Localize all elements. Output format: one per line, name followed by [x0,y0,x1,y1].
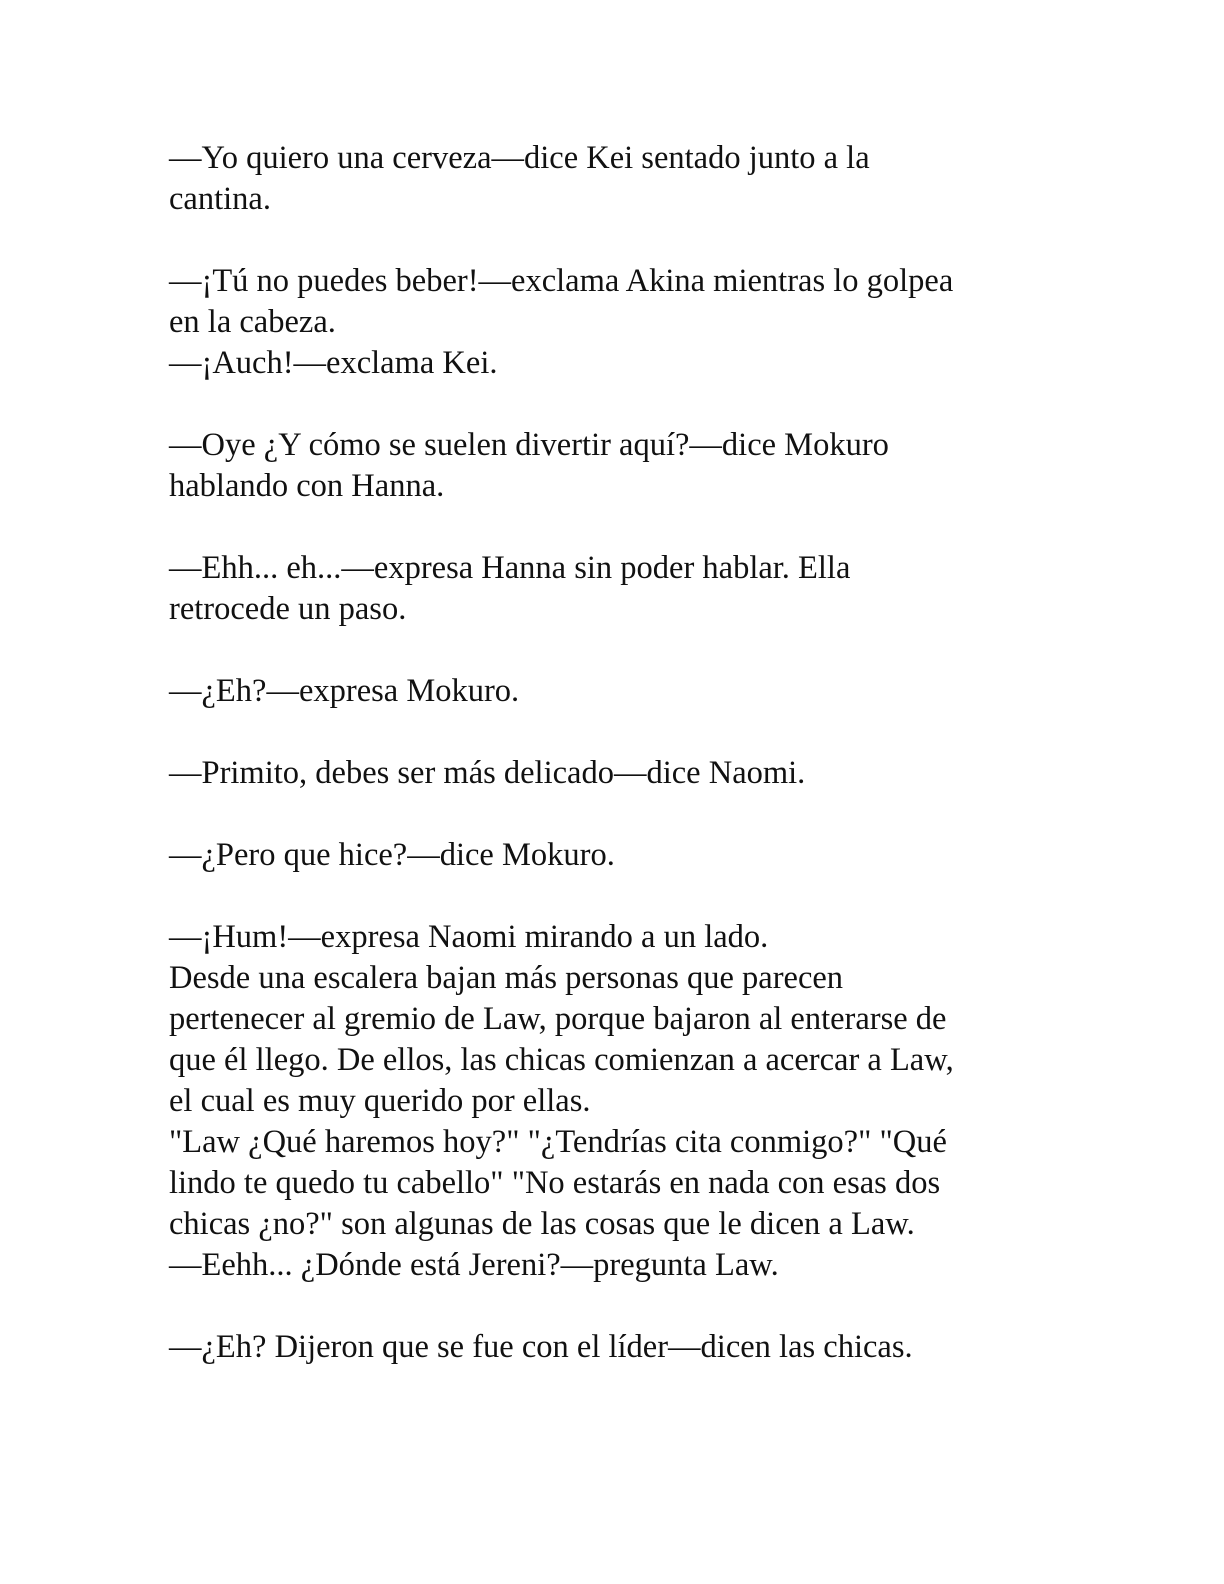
text-line: —Yo quiero una cerveza—dice Kei sentado junto a la [169,140,870,176]
text-line: el cual es muy querido por ellas. [169,1083,591,1119]
text-line: "Law ¿Qué haremos hoy?" "¿Tendrías cita conmigo?" "Qué [169,1124,947,1160]
paragraph-gap [169,630,1049,671]
text-line: chicas ¿no?" son algunas de las cosas que le dicen a Law. [169,1206,915,1242]
text-line: en la cabeza. [169,304,336,340]
paragraph-gap [169,507,1049,548]
text-line: hablando con Hanna. [169,468,445,504]
text-line: lindo te quedo tu cabello" "No estarás en nada con esas dos [169,1165,941,1201]
text-line: —¿Eh? Dijeron que se fue con el líder—dicen las chicas. [169,1329,913,1365]
paragraph-gap [169,1286,1049,1327]
text-line: pertenecer al gremio de Law, porque bajaron al enterarse de [169,1001,947,1037]
text-line: retrocede un paso. [169,591,407,627]
text-line: —Oye ¿Y cómo se suelen divertir aquí?—dice Mokuro [169,427,889,463]
text-line: que él llego. De ellos, las chicas comienzan a acercar a Law, [169,1042,954,1078]
paragraph-gap [169,712,1049,753]
text-line: —¿Eh?—expresa Mokuro. [169,673,520,709]
paragraph-gap [169,876,1049,917]
text-line: —¡Tú no puedes beber!—exclama Akina mientras lo golpea [169,263,954,299]
paragraph-gap [169,384,1049,425]
text-line: —Primito, debes ser más delicado—dice Naomi. [169,755,806,791]
text-line: —Ehh... eh...—expresa Hanna sin poder hablar. Ella [169,550,851,586]
text-line: cantina. [169,181,271,217]
text-line: Desde una escalera bajan más personas que parecen [169,960,844,996]
text-line: —Eehh... ¿Dónde está Jereni?—pregunta Law. [169,1247,779,1283]
text-line: —¡Hum!—expresa Naomi mirando a un lado. [169,919,769,955]
text-line: —¿Pero que hice?—dice Mokuro. [169,837,615,873]
body-text [169,138,1049,1368]
paragraph-gap [169,220,1049,261]
text-line: —¡Auch!—exclama Kei. [169,345,498,381]
paragraph-gap [169,794,1049,835]
